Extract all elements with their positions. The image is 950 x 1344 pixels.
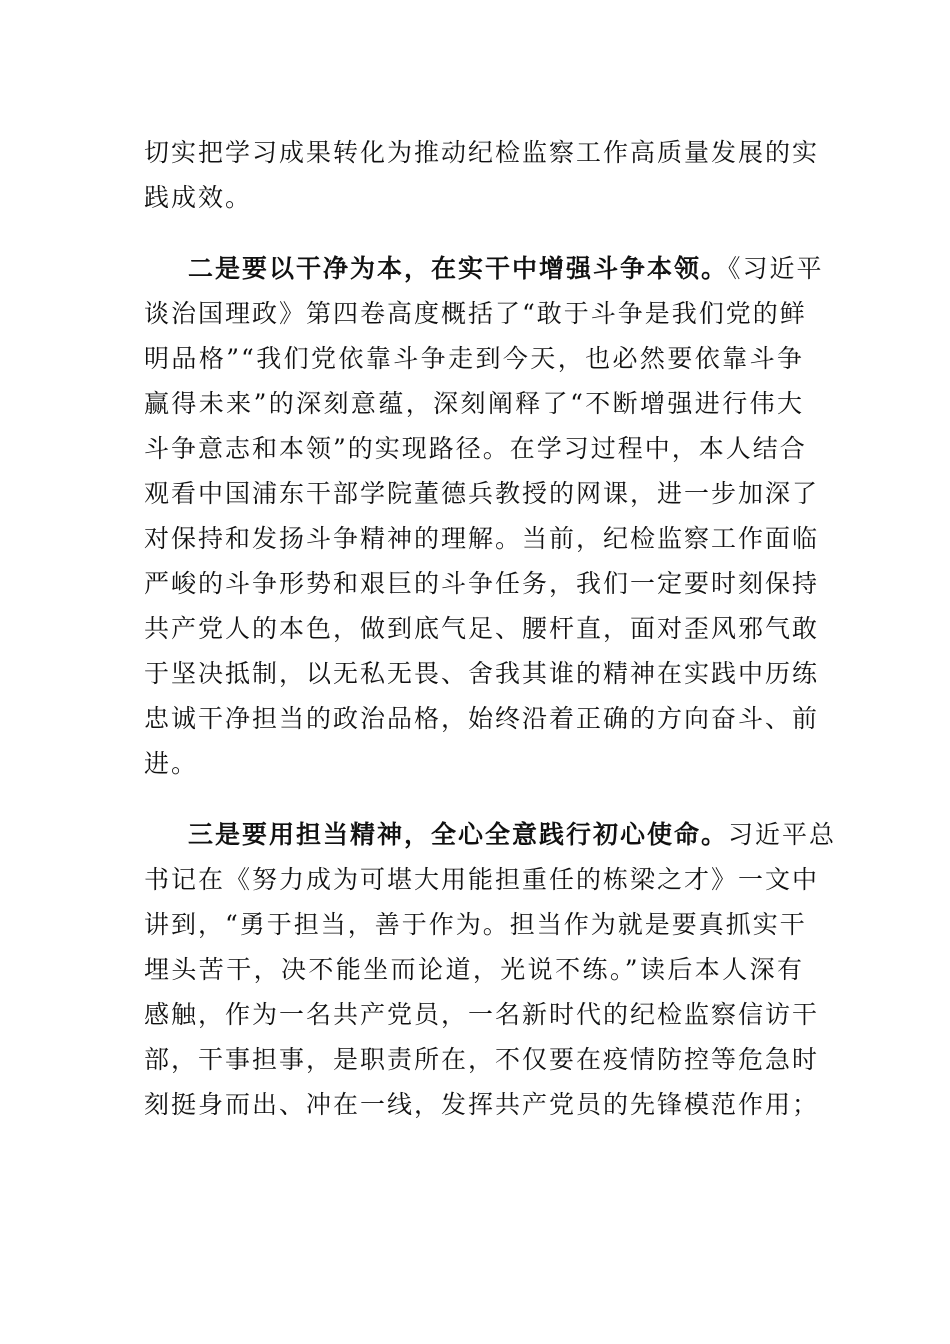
paragraph-text: 习近平总 (728, 820, 837, 849)
document-body (144, 130, 837, 1127)
paragraph-line: 谈治国理政》第四卷高度概括了“敢于斗争是我们党的鲜 (144, 299, 807, 328)
paragraph-line: 共产党人的本色，做到底气足、腰杆直，面对歪风邪气敢 (144, 614, 820, 643)
paragraph-line: 讲到，“勇于担当，善于作为。担当作为就是要真抓实干 (144, 910, 807, 939)
paragraph-line: 埋头苦干，决不能坐而论道，光说不练。”读后本人深有 (144, 955, 804, 984)
paragraph-line: 刻挺身而出、冲在一线，发挥共产党员的先锋模范作用； (144, 1090, 820, 1119)
paragraph-line: 书记在《努力成为可堪大用能担重任的栋梁之才》一文中 (144, 865, 820, 894)
paragraph-line: 赢得未来”的深刻意蕴，深刻阐释了“不断增强进行伟大 (144, 389, 804, 418)
paragraph-line: 部，干事担事，是职责所在，不仅要在疫情防控等危急时 (144, 1045, 820, 1074)
paragraph-line: 于坚决抵制，以无私无畏、舍我其谁的精神在实践中历练 (144, 659, 820, 688)
paragraph-line: 观看中国浦东干部学院董德兵教授的网课，进一步加深了 (144, 479, 820, 508)
paragraph-line: 进。 (144, 749, 199, 778)
paragraph-line: 忠诚干净担当的政治品格，始终沿着正确的方向奋斗、前 (144, 704, 820, 733)
paragraph-text: 《习近平 (728, 254, 824, 283)
paragraph-1 (144, 130, 820, 220)
paragraph-lead-heading: 二是要以干净为本，在实干中增强斗争本领。 (188, 254, 729, 283)
paragraph-line: 斗争意志和本领”的实现路径。在学习过程中，本人结合 (144, 434, 807, 463)
paragraph-line: 对保持和发扬斗争精神的理解。当前，纪检监察工作面临 (144, 524, 820, 553)
paragraph-line: 感触，作为一名共产党员，一名新时代的纪检监察信访干 (144, 1000, 820, 1029)
paragraph-first-line (144, 812, 837, 857)
paragraph-2 (144, 246, 824, 786)
paragraph-line: 明品格”“我们党依靠斗争走到今天，也必然要依靠斗争 (144, 344, 804, 373)
paragraph-line: 切实把学习成果转化为推动纪检监察工作高质量发展的实 (144, 138, 820, 167)
paragraph-lead-heading: 三是要用担当精神，全心全意践行初心使命。 (188, 820, 729, 849)
paragraph-line: 践成效。 (144, 183, 253, 212)
paragraph-first-line (144, 246, 824, 291)
paragraph-line: 严峻的斗争形势和艰巨的斗争任务，我们一定要时刻保持 (144, 569, 820, 598)
paragraph-3 (144, 812, 837, 1127)
